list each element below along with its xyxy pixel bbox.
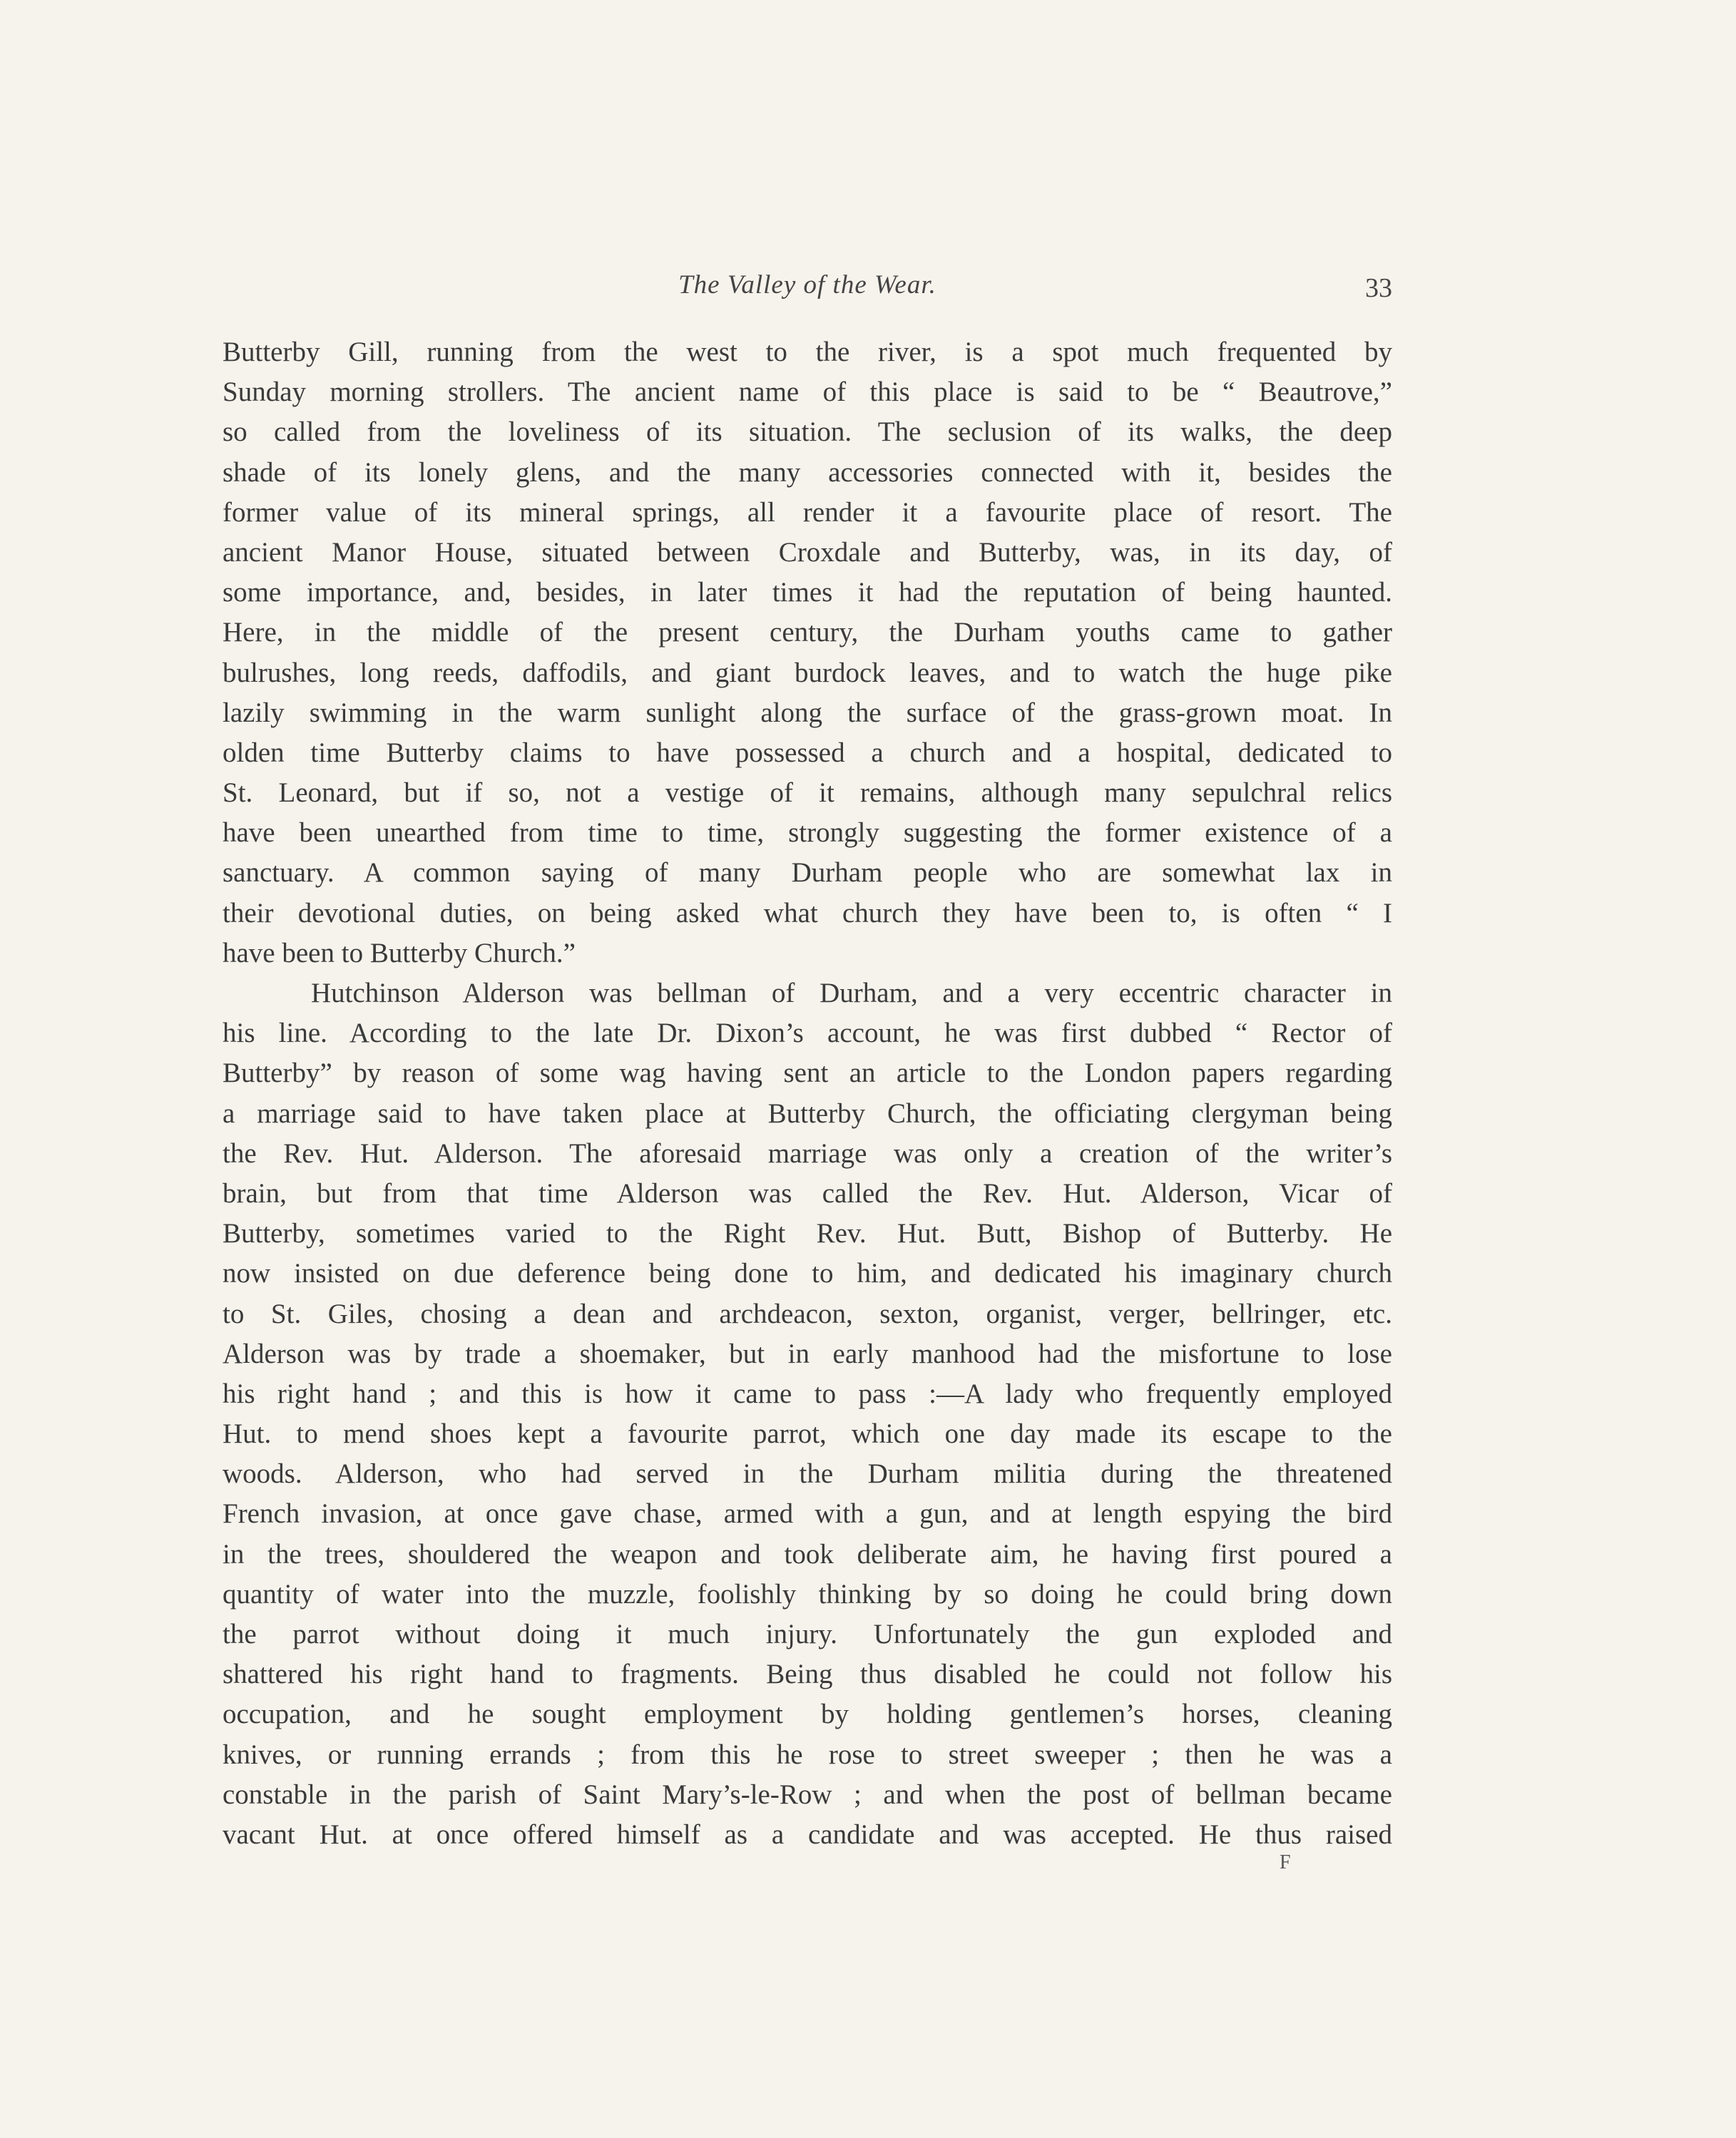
text-line: now insisted on due deference being done to him, and dedicated his imaginary church	[223, 1258, 1392, 1289]
text-line: olden time Butterby claims to have possessed a church and a hospital, dedicated to	[223, 737, 1392, 768]
text-line: the parrot without doing it much injury. Unfortunately the gun exploded and	[223, 1619, 1392, 1649]
text-line: ancient Manor House, situated between Croxdale and Butterby, was, in its day, of	[223, 536, 1392, 568]
text-line: quantity of water into the muzzle, foolishly thinking by so doing he could bring down	[223, 1578, 1392, 1610]
text-line: their devotional duties, on being asked what church they have been to, is often “ I	[223, 897, 1392, 929]
running-head	[223, 270, 1392, 312]
text-line: Butterby, sometimes varied to the Right Rev. Hut. Butt, Bishop of Butterby. He	[223, 1218, 1392, 1249]
text-line: occupation, and he sought employment by holding gentlemen’s horses, cleaning	[223, 1699, 1392, 1730]
text-line: lazily swimming in the warm sunlight along the surface of the grass-grown moat. In	[223, 697, 1392, 728]
running-title: The Valley of the Wear.	[678, 270, 936, 300]
text-line: sanctuary. A common saying of many Durham people who are somewhat lax in	[223, 857, 1392, 889]
text-line: the Rev. Hut. Alderson. The aforesaid marriage was only a creation of the writer’s	[223, 1137, 1392, 1169]
text-line: French invasion, at once gave chase, armed with a gun, and at length espying the bird	[223, 1498, 1392, 1530]
text-line: woods. Alderson, who had served in the Durham militia during the threatened	[223, 1458, 1392, 1490]
text-line: brain, but from that time Alderson was called the Rev. Hut. Alderson, Vicar of	[223, 1177, 1392, 1209]
text-line: have been unearthed from time to time, strongly suggesting the former existence of a	[223, 817, 1392, 849]
page-number: 33	[1365, 273, 1392, 303]
text-line: Butterby Gill, running from the west to the river, is a spot much frequented by	[223, 337, 1392, 367]
text-line: vacant Hut. at once offered himself as a candidate and was accepted. He thus raised	[223, 1819, 1392, 1850]
paragraph-end-line: have been to Butterby Church.”	[223, 937, 576, 968]
text-line: St. Leonard, but if so, not a vestige of it remains, although many sepulchral relics	[223, 777, 1392, 809]
text-line: in the trees, shouldered the weapon and took deliberate aim, he having first poured a	[223, 1538, 1392, 1570]
text-line: former value of its mineral springs, all render it a favourite place of resort. The	[223, 496, 1392, 528]
text-line: knives, or running errands ; from this he rose to street sweeper ; then he was a	[223, 1739, 1392, 1770]
text-line: shade of its lonely glens, and the many accessories connected with it, besides the	[223, 456, 1392, 488]
text-line: shattered his right hand to fragments. Being thus disabled he could not follow his	[223, 1659, 1392, 1690]
signature-mark: F	[1280, 1851, 1291, 1873]
text-line: Hut. to mend shoes kept a favourite parrot, which one day made its escape to the	[223, 1418, 1392, 1450]
paragraph-first-line: Hutchinson Alderson was bellman of Durham, and a very eccentric character in	[311, 978, 1392, 1008]
text-line: bulrushes, long reeds, daffodils, and giant burdock leaves, and to watch the huge pike	[223, 657, 1392, 688]
text-line: constable in the parish of Saint Mary’s-le-Row ; and when the post of bellman became	[223, 1779, 1392, 1810]
text-line: so called from the loveliness of its situation. The seclusion of its walks, the deep	[223, 416, 1392, 448]
text-line: some importance, and, besides, in later times it had the reputation of being haunted.	[223, 577, 1392, 608]
text-line: Butterby” by reason of some wag having sent an article to the London papers regarding	[223, 1058, 1392, 1089]
text-line: his right hand ; and this is how it came to pass :—A lady who frequently employed	[223, 1378, 1392, 1409]
body-text	[223, 332, 1392, 1855]
text-line: Sunday morning strollers. The ancient name of this place is said to be “ Beautrove,”	[223, 377, 1392, 408]
text-line: a marriage said to have taken place at Butterby Church, the officiating clergyman being	[223, 1098, 1392, 1129]
text-line: Here, in the middle of the present century, the Durham youths came to gather	[223, 617, 1392, 648]
text-line: to St. Giles, chosing a dean and archdeacon, sexton, organist, verger, bellringer, etc.	[223, 1298, 1392, 1329]
text-line: Alderson was by trade a shoemaker, but in early manhood had the misfortune to lose	[223, 1338, 1392, 1369]
text-line: his line. According to the late Dr. Dixon’s account, he was first dubbed “ Rector of	[223, 1018, 1392, 1049]
